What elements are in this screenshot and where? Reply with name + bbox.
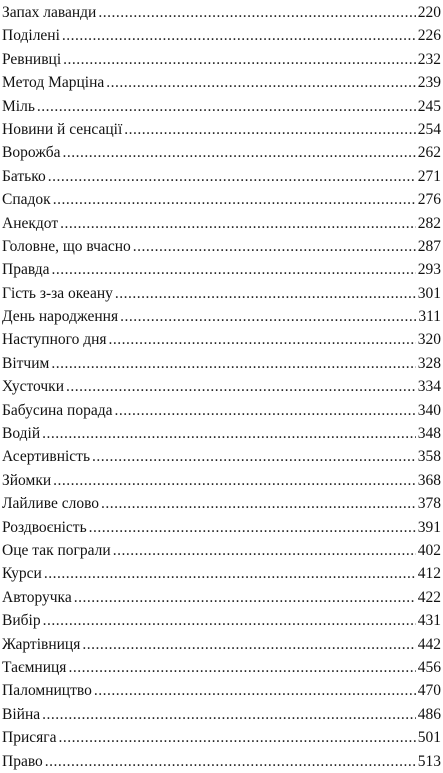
toc-entry[interactable] (2, 469, 441, 492)
toc-entry-page: 456 (417, 658, 441, 676)
toc-entry-page: 220 (417, 4, 441, 21)
toc-entry-title: Роздвоєність (2, 518, 87, 536)
toc-entry[interactable] (2, 703, 441, 726)
toc-entry-title: Зйомки (2, 471, 52, 489)
toc-entry-page: 340 (417, 401, 441, 419)
toc-leader-dots (42, 422, 416, 445)
toc-leader-dots (48, 165, 416, 188)
toc-leader-dots (44, 562, 416, 585)
toc-entry[interactable] (2, 609, 441, 632)
toc-entry-page: 262 (417, 144, 441, 162)
toc-entry-page: 402 (417, 541, 441, 559)
toc-entry-title: Гість з-за океану (2, 284, 113, 302)
toc-entry-page: 368 (417, 471, 441, 489)
toc-entry[interactable] (2, 352, 441, 375)
toc-entry-page: 232 (417, 50, 441, 68)
toc-entry[interactable] (2, 235, 441, 258)
toc-leader-dots (66, 375, 416, 398)
toc-entry[interactable] (2, 24, 441, 47)
toc-leader-dots (115, 399, 416, 422)
toc-leader-dots (52, 258, 416, 281)
toc-leader-dots (98, 1, 415, 24)
toc-leader-dots (94, 679, 416, 702)
toc-leader-dots (60, 212, 416, 235)
toc-entry-page: 412 (417, 565, 441, 583)
toc-entry-page: 391 (417, 518, 441, 536)
toc-leader-dots (51, 352, 415, 375)
toc-entry-title: Хусточки (2, 378, 64, 396)
toc-entry-page: 239 (417, 74, 441, 92)
toc-entry-page: 320 (417, 331, 441, 349)
toc-entry-title: Асертивність (2, 448, 91, 466)
toc-entry-title: Новини й сенсації (2, 120, 123, 138)
toc-entry-page: 282 (417, 214, 441, 232)
toc-entry[interactable] (2, 165, 441, 188)
toc-entry-title: Авторучка (2, 588, 72, 606)
table-of-contents (2, 1, 441, 773)
toc-leader-dots (45, 750, 416, 773)
toc-entry-title: Міль (2, 97, 35, 115)
toc-entry[interactable] (2, 656, 441, 679)
toc-entry-title: Ревнивці (2, 50, 62, 68)
toc-entry-page: 348 (417, 425, 441, 443)
toc-entry-title: Батько (2, 167, 46, 185)
toc-entry[interactable] (2, 492, 441, 515)
toc-leader-dots (120, 305, 416, 328)
toc-entry[interactable] (2, 141, 441, 164)
toc-leader-dots (42, 703, 416, 726)
toc-leader-dots (37, 95, 416, 118)
toc-entry[interactable] (2, 726, 441, 749)
toc-entry-title: Наступного дня (2, 331, 107, 349)
toc-entry[interactable] (2, 516, 441, 539)
toc-entry-page: 513 (417, 752, 441, 770)
toc-entry-page: 293 (417, 261, 441, 279)
toc-entry[interactable] (2, 71, 441, 94)
toc-entry[interactable] (2, 212, 441, 235)
toc-leader-dots (133, 235, 416, 258)
toc-leader-dots (101, 492, 416, 515)
toc-entry-page: 431 (417, 612, 441, 630)
toc-entry[interactable] (2, 282, 441, 305)
toc-entry[interactable] (2, 1, 441, 24)
toc-entry-page: 328 (417, 354, 441, 372)
toc-leader-dots (53, 188, 416, 211)
toc-entry-title: Лайливе слово (2, 495, 100, 513)
toc-entry-title: Війна (2, 705, 41, 723)
toc-entry[interactable] (2, 445, 441, 468)
toc-entry-title: Паломництво (2, 682, 92, 700)
toc-leader-dots (62, 24, 416, 47)
toc-entry-title: Спадок (2, 191, 51, 209)
toc-leader-dots (89, 516, 416, 539)
toc-leader-dots (82, 633, 415, 656)
toc-entry[interactable] (2, 750, 441, 773)
toc-entry-page: 226 (417, 27, 441, 45)
toc-entry[interactable] (2, 95, 441, 118)
toc-entry-page: 442 (417, 635, 441, 653)
toc-leader-dots (124, 118, 415, 141)
toc-entry[interactable] (2, 305, 441, 328)
toc-leader-dots (106, 71, 415, 94)
toc-leader-dots (109, 328, 416, 351)
toc-entry-page: 470 (417, 682, 441, 700)
toc-entry-title: Водій (2, 425, 41, 443)
toc-entry[interactable] (2, 679, 441, 702)
toc-entry-page: 486 (417, 705, 441, 723)
toc-entry-page: 311 (418, 308, 441, 326)
toc-entry[interactable] (2, 375, 441, 398)
toc-entry[interactable] (2, 539, 441, 562)
toc-entry-page: 301 (417, 284, 441, 302)
toc-leader-dots (115, 282, 416, 305)
toc-leader-dots (63, 48, 416, 71)
toc-entry-title: Право (2, 752, 43, 770)
toc-entry-title: Таємниця (2, 658, 67, 676)
toc-entry-title: Поділені (2, 27, 60, 45)
toc-entry-title: День народження (2, 308, 119, 326)
toc-entry-title: Курси (2, 565, 42, 583)
toc-entry[interactable] (2, 258, 441, 281)
toc-entry-title: Головне, що вчасно (2, 237, 131, 255)
toc-entry-page: 358 (417, 448, 441, 466)
toc-leader-dots (62, 141, 415, 164)
toc-entry[interactable] (2, 328, 441, 351)
toc-leader-dots (68, 656, 415, 679)
toc-entry-page: 245 (417, 97, 441, 115)
toc-entry-title: Жартівниця (2, 635, 81, 653)
toc-entry-title: Вітчим (2, 354, 50, 372)
toc-leader-dots (53, 469, 416, 492)
toc-entry[interactable] (2, 586, 441, 609)
toc-entry-page: 334 (417, 378, 441, 396)
toc-entry[interactable] (2, 399, 441, 422)
toc-leader-dots (92, 445, 416, 468)
toc-leader-dots (43, 609, 416, 632)
toc-entry-page: 501 (417, 729, 441, 747)
toc-entry-page: 422 (417, 588, 441, 606)
toc-entry[interactable] (2, 118, 441, 141)
toc-entry-title: Метод Марціна (2, 74, 105, 92)
toc-entry[interactable] (2, 562, 441, 585)
toc-entry-page: 287 (417, 237, 441, 255)
toc-entry[interactable] (2, 188, 441, 211)
toc-entry-title: Оце так пограли (2, 541, 111, 559)
toc-entry-title: Бабусина порада (2, 401, 113, 419)
toc-entry-title: Запах лаванди (2, 4, 97, 21)
toc-entry[interactable] (2, 48, 441, 71)
toc-leader-dots (74, 586, 416, 609)
toc-entry-page: 276 (417, 191, 441, 209)
toc-leader-dots (113, 539, 416, 562)
toc-entry-page: 378 (417, 495, 441, 513)
toc-leader-dots (59, 726, 416, 749)
toc-entry-title: Анекдот (2, 214, 59, 232)
toc-entry[interactable] (2, 633, 441, 656)
toc-entry-title: Ворожба (2, 144, 61, 162)
toc-entry-page: 271 (417, 167, 441, 185)
toc-entry-page: 254 (417, 120, 441, 138)
toc-entry-title: Правда (2, 261, 50, 279)
toc-entry-title: Присяга (2, 729, 57, 747)
toc-entry-title: Вибір (2, 612, 41, 630)
toc-entry[interactable] (2, 422, 441, 445)
